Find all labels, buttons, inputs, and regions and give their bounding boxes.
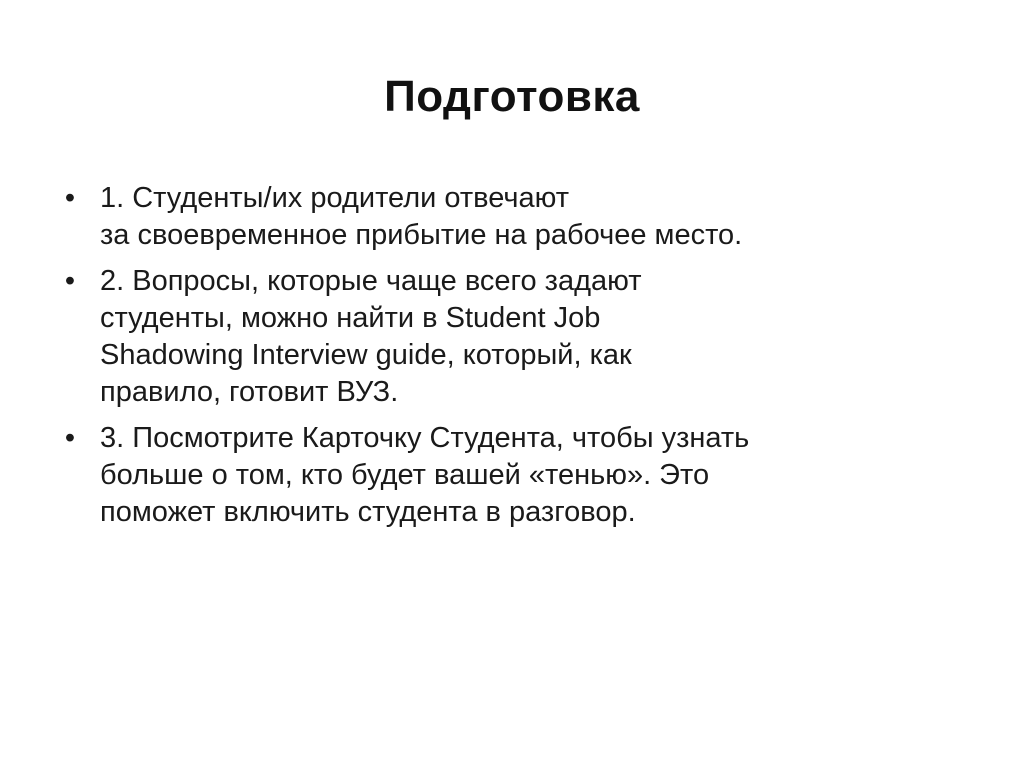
bullet-3-line-3: поможет включить студента в разговор. [100, 496, 636, 528]
bullet-2-line-2: студенты, можно найти в Student Job [100, 302, 601, 334]
bullet-dot-icon: • [64, 422, 76, 454]
bullet-3-line-2: больше о том, кто будет вашей «тенью». Это [100, 459, 710, 491]
bullet-1-line-2: за своевременное прибытие на рабочее место. [100, 219, 743, 251]
bullet-2-line-3: Shadowing Interview guide, который, как [100, 339, 632, 371]
slide-title: Подготовка [384, 72, 640, 121]
bullet-dot-icon: • [64, 265, 76, 297]
bullet-3-line-1: 3. Посмотрите Карточку Студента, чтобы узнать [100, 422, 750, 454]
bullet-item-2 [58, 263, 978, 411]
bullet-item-3 [58, 420, 978, 531]
bullet-2-line-1: 2. Вопросы, которые чаще всего задают [100, 265, 642, 297]
bullet-1-line-1: 1. Студенты/их родители отвечают [100, 182, 570, 214]
bullet-dot-icon: • [64, 182, 76, 214]
bullet-list [58, 180, 978, 540]
bullet-2-line-4: правило, готовит ВУЗ. [100, 376, 399, 408]
bullet-item-1 [58, 180, 978, 254]
